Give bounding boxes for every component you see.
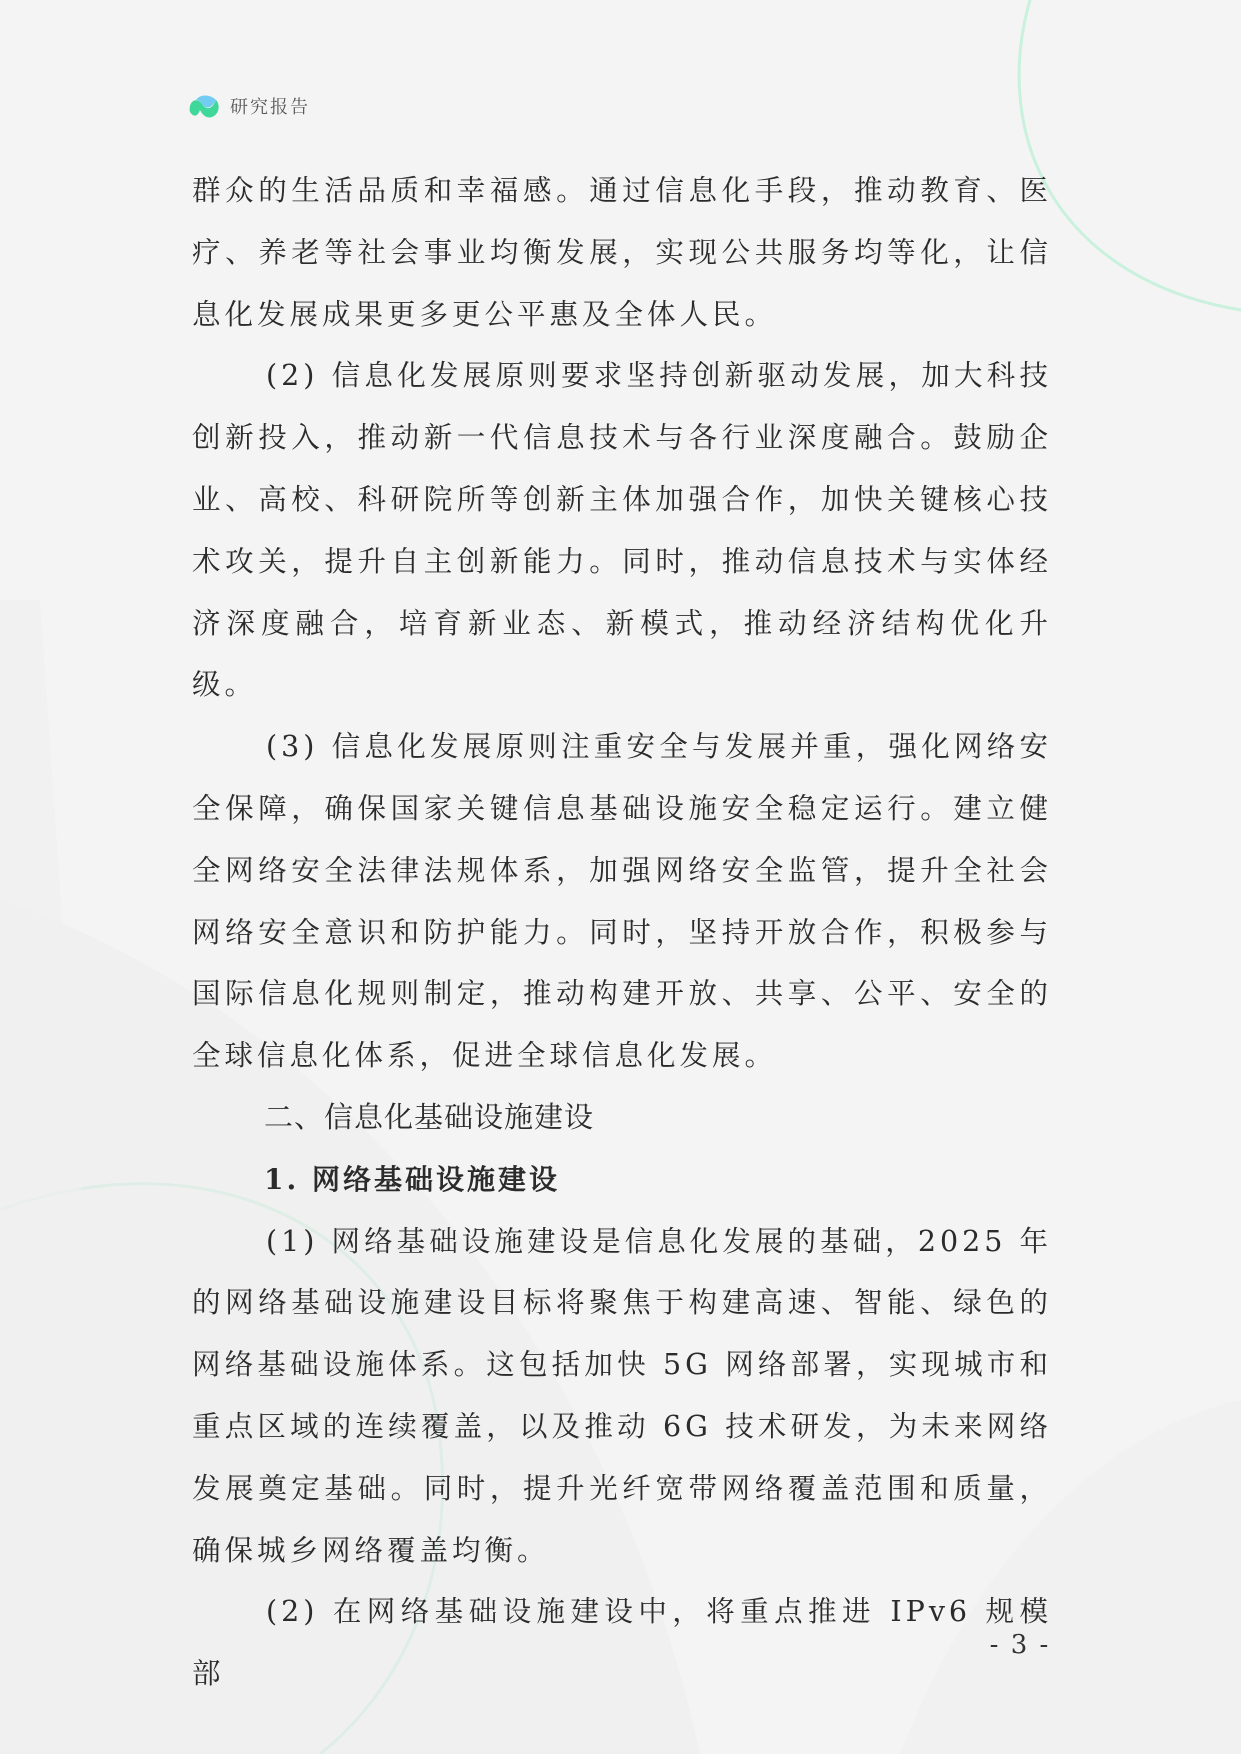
paragraph: (1) 网络基础设施建设是信息化发展的基础，2025 年的网络基础设施建设目标将聚焦于构建高速、智能、绿色的网络基础设施体系。这包括加快 5G 网络部署，实现城市和重点区域的连续覆盖，以及推动 6G 技术研发，为未来网络发展奠定基础。同时，提升光纤宽带网络覆盖范围和质量，确保城乡网络覆盖均衡。 (192, 1224, 1052, 1567)
paragraph: (2) 信息化发展原则要求坚持创新驱动发展，加大科技创新投入，推动新一代信息技术与各行业深度融合。鼓励企业、高校、科研院所等创新主体加强合作，加快关键核心技术攻关，提升自主创新能力。同时，推动信息技术与实体经济深度融合，培育新业态、新模式，推动经济结构优化升级。 (192, 359, 1052, 702)
header-label: 研究报告 (230, 97, 310, 118)
subsection-heading: 1. 网络基础设施建设 (264, 1162, 560, 1196)
paragraph: 群众的生活品质和幸福感。通过信息化手段，推动教育、医疗、养老等社会事业均衡发展，实现公共服务均等化，让信息化发展成果更多更公平惠及全体人民。 (192, 174, 1052, 331)
section-heading: 二、信息化基础设施建设 (264, 1099, 595, 1134)
paragraph: (2) 在网络基础设施建设中，将重点推进 IPv6 规模部 (192, 1595, 1052, 1691)
brand-logo-icon (186, 90, 222, 122)
paragraph: (3) 信息化发展原则注重安全与发展并重，强化网络安全保障，确保国家关键信息基础设施安全稳定运行。建立健全网络安全法律法规体系，加强网络安全监管，提升全社会网络安全意识和防护能力。同时，坚持开放合作，积极参与国际信息化规则制定，推动构建开放、共享、公平、安全的全球信息化体系，促进全球信息化发展。 (192, 730, 1052, 1073)
page-number: - 3 - (989, 1630, 1051, 1660)
document-header (186, 88, 310, 124)
document-body (192, 160, 1052, 1705)
